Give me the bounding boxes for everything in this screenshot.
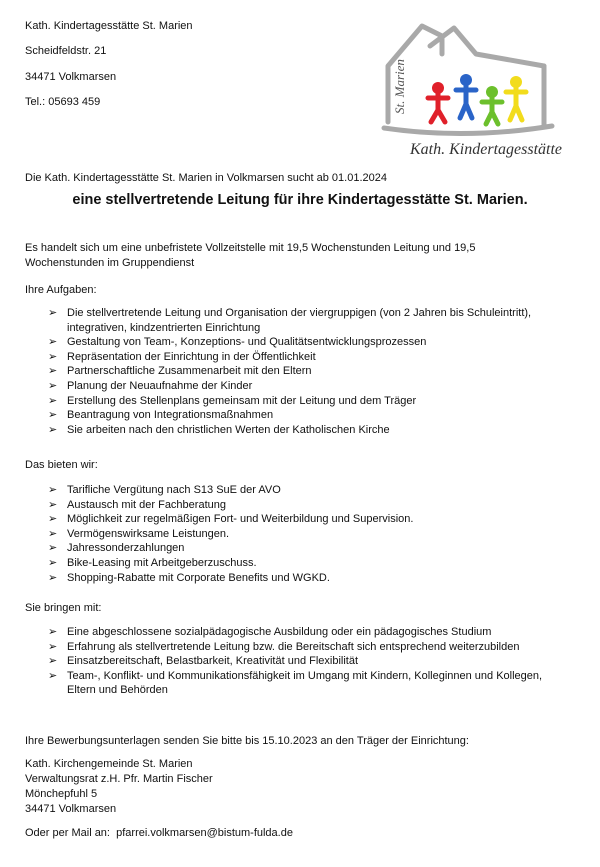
requirements-list: [48, 625, 568, 698]
mail-label: Oder per Mail an:: [25, 827, 110, 839]
list-item: ➢ Planung der Neuaufnahme der Kinder: [48, 379, 253, 392]
arrow-bullet-icon: ➢: [48, 626, 58, 638]
offer-list: [48, 483, 568, 585]
list-item: ➢ Erfahrung als stellvertretende Leitung bzw. die Bereitschaft sich entsprechend weiterzubilden: [48, 640, 520, 653]
intro-text: Die Kath. Kindertagesstätte St. Marien in Volkmarsen sucht ab 01.01.2024: [25, 172, 387, 184]
list-item: ➢ Austausch mit der Fachberatung: [48, 498, 226, 511]
sender-city: 34471 Volkmarsen: [25, 71, 117, 83]
arrow-bullet-icon: ➢: [48, 556, 58, 569]
list-item: ➢ Jahressonderzahlungen: [48, 542, 185, 555]
logo-house-base: [384, 126, 552, 134]
logo-vertical-text: St. Marien: [392, 59, 407, 114]
arrow-bullet-icon: ➢: [48, 394, 58, 407]
logo-graphic: [376, 14, 572, 162]
arrow-bullet-icon: ➢: [48, 669, 58, 682]
list-item: ➢ Partnerschaftliche Zusammenarbeit mit den Eltern: [48, 365, 312, 378]
logo-child-red: [428, 82, 448, 122]
list-item: ➢ Möglichkeit zur regelmäßigen Fort- und Weiterbildung und Supervision.: [48, 513, 414, 526]
arrow-bullet-icon: ➢: [48, 513, 58, 526]
arrow-bullet-icon: ➢: [48, 336, 58, 349]
list-item: ➢ Beantragung von Integrationsmaßnahmen: [48, 409, 274, 422]
requirements-heading: Sie bringen mit:: [25, 602, 102, 614]
kindergarten-logo: [376, 14, 572, 162]
list-item: ➢ Sie arbeiten nach den christlichen Werten der Katholischen Kirche: [48, 423, 390, 436]
arrow-bullet-icon: ➢: [48, 498, 58, 511]
list-item: ➢ Erstellung des Stellenplans gemeinsam mit der Leitung und dem Träger: [48, 394, 417, 407]
logo-bottom-text: Kath. Kindertagesstätte: [410, 141, 562, 158]
arrow-bullet-icon: ➢: [48, 484, 58, 496]
logo-child-green: [482, 86, 502, 124]
sender-name: Kath. Kindertagesstätte St. Marien: [25, 20, 193, 32]
recipient-org: Kath. Kirchengemeinde St. Marien: [25, 758, 193, 770]
application-text: Ihre Bewerbungsunterlagen senden Sie bitte bis 15.10.2023 an den Träger der Einrichtung:: [25, 735, 469, 747]
list-item: ➢ Gestaltung von Team-, Konzeptions- und Qualitätsentwicklungsprozessen: [48, 336, 427, 349]
list-item: ➢ Team-, Konflikt- und Kommunikationsfähigkeit im Umgang mit Kindern, Kolleginnen und Kollegen, Eltern und Behörden: [48, 669, 543, 697]
arrow-bullet-icon: ➢: [48, 365, 58, 378]
arrow-bullet-icon: ➢: [48, 423, 58, 436]
tasks-list: [48, 306, 568, 437]
page-title: eine stellvertretende Leitung für ihre Kindertagesstätte St. Marien.: [72, 192, 528, 208]
logo-child-blue: [456, 74, 476, 118]
list-item: ➢ Shopping-Rabatte mit Corporate Benefits und WGKD.: [48, 571, 330, 584]
arrow-bullet-icon: ➢: [48, 379, 58, 392]
arrow-bullet-icon: ➢: [48, 350, 58, 363]
sender-street: Scheidfeldstr. 21: [25, 45, 107, 57]
list-item: ➢ Tarifliche Vergütung nach S13 SuE der AVO: [48, 484, 281, 496]
logo-child-yellow: [506, 76, 526, 120]
offer-heading: Das bieten wir:: [25, 459, 98, 471]
mail-address-link[interactable]: pfarrei.volkmarsen@bistum-fulda.de: [116, 827, 293, 839]
tasks-heading: Ihre Aufgaben:: [25, 284, 97, 296]
sender-phone: Tel.: 05693 459: [25, 96, 101, 108]
arrow-bullet-icon: ➢: [48, 655, 58, 668]
list-item: ➢ Bike-Leasing mit Arbeitgeberzuschuss.: [48, 556, 257, 569]
recipient-street: Mönchepfuhl 5: [25, 788, 98, 800]
arrow-bullet-icon: ➢: [48, 640, 58, 653]
description-line-2: Wochenstunden im Gruppendienst: [25, 257, 195, 269]
arrow-bullet-icon: ➢: [48, 542, 58, 555]
arrow-bullet-icon: ➢: [48, 307, 58, 319]
recipient-council: Verwaltungsrat z.H. Pfr. Martin Fischer: [25, 773, 213, 785]
arrow-bullet-icon: ➢: [48, 571, 58, 584]
arrow-bullet-icon: ➢: [48, 527, 58, 540]
recipient-city: 34471 Volkmarsen: [25, 803, 117, 815]
description-line-1: Es handelt sich um eine unbefristete Vollzeitstelle mit 19,5 Wochenstunden Leitung und 19,5: [25, 242, 476, 254]
logo-house-roof: [430, 28, 544, 66]
list-item: ➢ Repräsentation der Einrichtung in der Öffentlichkeit: [48, 350, 316, 363]
list-item: ➢ Eine abgeschlossene sozialpädagogische Ausbildung oder ein pädagogisches Studium: [48, 626, 492, 638]
mail-line: [25, 826, 293, 840]
list-item: ➢ Die stellvertretende Leitung und Organisation der viergruppigen (von 2 Jahren bis Schuleintritt), integrativen, kindzentrierten Einrichtung: [48, 307, 532, 334]
list-item: ➢ Vermögenswirksame Leistungen.: [48, 527, 230, 540]
arrow-bullet-icon: ➢: [48, 409, 58, 422]
list-item: ➢ Einsatzbereitschaft, Belastbarkeit, Kreativität und Flexibilität: [48, 655, 359, 668]
